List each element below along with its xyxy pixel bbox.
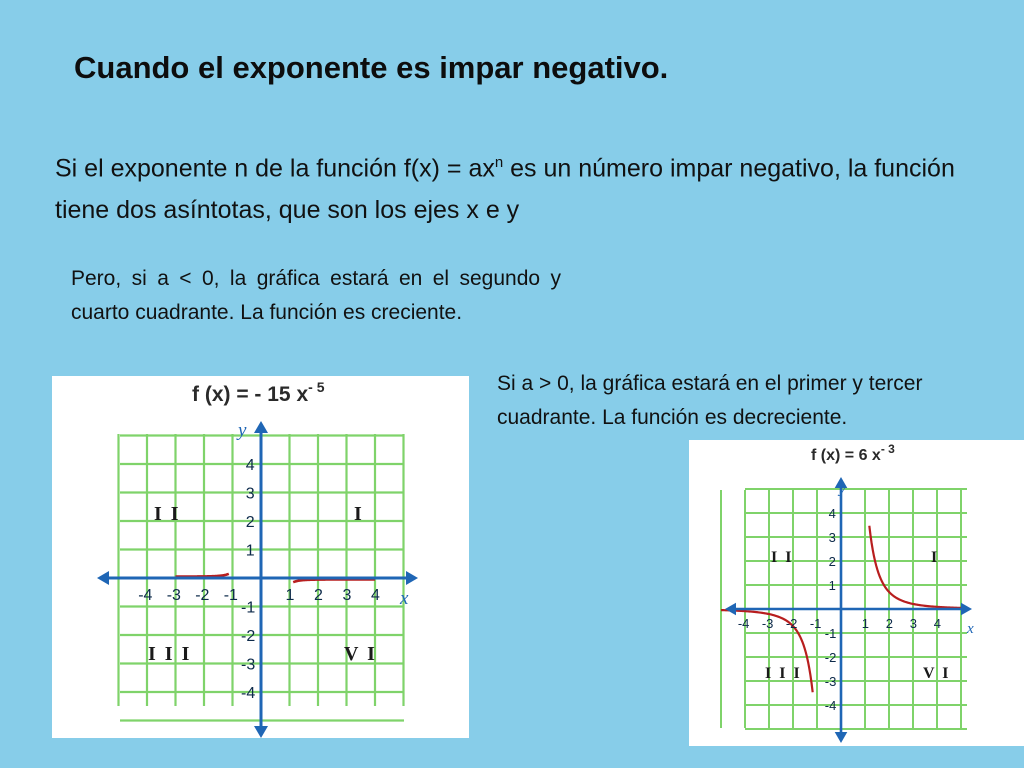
x-tick-label: -1 — [223, 587, 238, 604]
positive-case-paragraph: Si a > 0, la gráfica estará en el primer y tercer cuadrante. La función es decreciente. — [497, 372, 923, 429]
graph-left-y-axis-label: y — [238, 420, 247, 441]
x-tick-label: 3 — [342, 587, 352, 604]
intro-text-after: es un número impar negativo, la función tiene dos asíntotas, que son los ejes x e y — [55, 154, 955, 225]
x-tick-label: -4 — [737, 616, 750, 631]
x-axis-arrow-right-icon — [961, 603, 972, 616]
y-tick-label: 4 — [828, 505, 836, 521]
graph-left-quadrant-i: I — [354, 503, 364, 525]
graph-right-y-axis-label: y — [839, 481, 846, 497]
graph-left-quadrant-vi: V I — [344, 643, 377, 665]
y-tick-label: 1 — [828, 577, 836, 593]
x-tick-label: -3 — [761, 616, 774, 631]
curve-branch-quadrant-i — [869, 526, 961, 608]
x-axis-arrow-left-icon — [725, 603, 736, 616]
y-tick-label: -3 — [241, 656, 256, 674]
graph-right-panel — [689, 440, 1024, 746]
slide-title: Cuando el exponente es impar negativo. — [74, 50, 669, 85]
x-tick-label: -3 — [166, 587, 181, 604]
x-tick-label: 1 — [285, 587, 295, 604]
x-tick-label: -1 — [809, 616, 822, 631]
curve-branch-quadrant-ii — [176, 574, 229, 577]
graph-right-quadrant-ii: I I — [771, 549, 794, 566]
y-tick-label: -4 — [824, 697, 837, 713]
curve-branch-quadrant-iv — [293, 579, 375, 582]
y-axis-arrow-down-icon — [835, 732, 848, 743]
x-tick-label: 1 — [861, 616, 869, 631]
y-tick-label: 2 — [245, 514, 255, 532]
graph-left-panel — [52, 376, 469, 738]
graph-left-quadrant-iii: I I I — [148, 643, 192, 665]
intro-paragraph — [55, 142, 955, 231]
y-axis-arrow-up-icon — [254, 421, 268, 433]
x-tick-label: 4 — [933, 616, 941, 631]
negative-case-paragraph: Pero, si a < 0, la gráfica estará en el segundo y cuarto cuadrante. La función es creciente. — [71, 267, 561, 324]
x-tick-label: 2 — [885, 616, 893, 631]
x-tick-label: -4 — [138, 587, 153, 604]
x-tick-label: -2 — [195, 587, 210, 604]
x-tick-label: 4 — [371, 587, 380, 604]
x-tick-label: -2 — [785, 616, 798, 631]
x-tick-label: 2 — [314, 587, 323, 604]
intro-text-before: Si el exponente n de la función f(x) = ax — [55, 154, 495, 183]
y-tick-label: -4 — [241, 685, 256, 703]
y-tick-label: -1 — [241, 599, 256, 617]
graph-left-quadrant-ii: I I — [154, 503, 181, 525]
graph-left-title: f (x) = - 15 $x^{- 5}$ — [192, 379, 325, 406]
y-tick-label: 3 — [828, 529, 836, 545]
y-tick-label: -2 — [241, 628, 256, 646]
y-tick-label: -2 — [824, 649, 837, 665]
x-tick-label: 3 — [909, 616, 917, 631]
y-tick-label: -1 — [824, 625, 837, 641]
y-tick-label: 1 — [245, 542, 255, 560]
y-tick-label: 4 — [245, 457, 255, 475]
x-axis-arrow-right-icon — [406, 571, 418, 585]
graph-right-quadrant-i: I — [931, 549, 940, 566]
graph-right-svg — [689, 440, 1024, 746]
graph-right-quadrant-iii: I I I — [765, 665, 802, 682]
x-axis-arrow-left-icon — [97, 571, 109, 585]
y-tick-label: 3 — [245, 485, 255, 503]
y-axis-arrow-down-icon — [254, 726, 268, 738]
y-tick-label: 2 — [828, 553, 836, 569]
graph-right-title: f (x) = 6 $x^{- 3}$ — [811, 442, 895, 464]
intro-exponent: n — [494, 154, 504, 171]
graph-left-x-axis-label: x — [400, 588, 409, 609]
y-tick-label: -3 — [824, 673, 837, 689]
graph-right-quadrant-vi: V I — [923, 665, 951, 682]
graph-left-svg — [52, 376, 469, 738]
graph-right-x-axis-label: x — [967, 621, 974, 637]
